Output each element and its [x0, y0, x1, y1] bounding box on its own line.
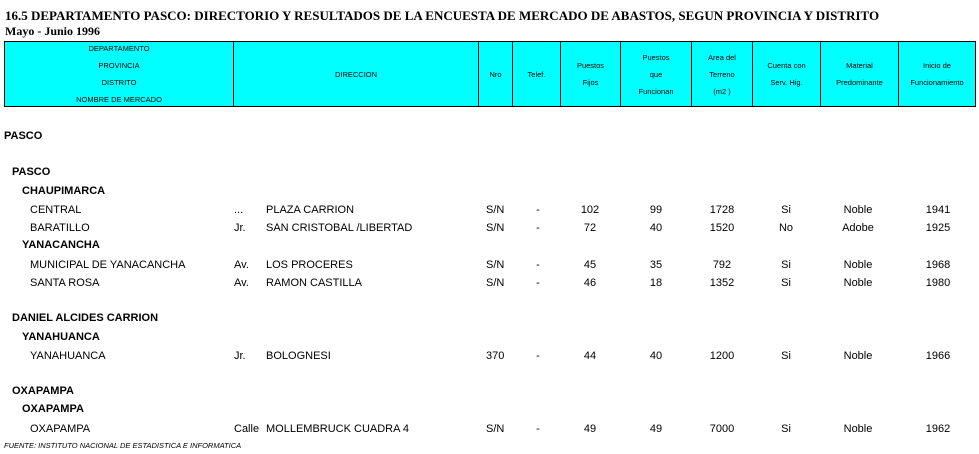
header-label: NOMBRE DE MERCADO [76, 95, 162, 104]
header-col-material [821, 42, 899, 106]
material: Noble [843, 204, 873, 216]
province-label: DANIEL ALCIDES CARRION [12, 312, 159, 324]
market-name: BARATILLO [30, 222, 90, 234]
province-label: PASCO [12, 166, 51, 178]
header-label: Terreno [709, 69, 735, 79]
header-label: DEPARTAMENTO [88, 44, 150, 53]
address-nro: 370 [486, 350, 505, 362]
market-name: CENTRAL [30, 204, 82, 216]
table-row [0, 422, 979, 436]
district-label: OXAPAMPA [22, 403, 84, 415]
market-name: YANAHUANCA [30, 350, 106, 362]
serv-hig: No [778, 222, 794, 234]
material: Noble [843, 350, 873, 362]
serv-hig: Si [781, 259, 791, 271]
area-terreno: 1200 [709, 350, 735, 362]
header-label: Fijos [582, 78, 599, 87]
inicio: 1966 [925, 350, 951, 362]
area-terreno: 7000 [709, 423, 735, 435]
telef: - [536, 259, 540, 271]
puestos-funcionan: 40 [649, 350, 663, 362]
market-name: OXAPAMPA [30, 423, 91, 435]
area-terreno: 1728 [709, 204, 735, 216]
market-name: SANTA ROSA [30, 277, 100, 289]
address-nro: S/N [486, 259, 505, 271]
puestos-fijos: 72 [583, 222, 597, 234]
puestos-fijos: 49 [583, 423, 597, 435]
address-via: Av. [234, 259, 249, 271]
area-terreno: 1520 [709, 222, 735, 234]
material: Noble [843, 423, 873, 435]
header-label: Puestos [576, 61, 605, 70]
address-street: MOLLEMBRUCK CUADRA 4 [266, 423, 410, 435]
district-label: YANAHUANCA [22, 331, 100, 343]
area-terreno: 792 [712, 259, 732, 271]
header-label: Funcionan [638, 86, 674, 96]
address-via: Jr. [234, 350, 246, 362]
table-subtitle: Mayo - Junio 1996 [5, 24, 101, 38]
header-label: DIRECCION [334, 69, 378, 79]
header-col-nro [479, 42, 513, 106]
inicio: 1941 [925, 204, 951, 216]
header-col-direccion [234, 42, 479, 106]
inicio: 1980 [925, 277, 951, 289]
header-col-area [692, 42, 753, 106]
header-label: DISTRITO [101, 78, 137, 87]
table-row [0, 203, 979, 217]
puestos-fijos: 45 [583, 259, 597, 271]
header-label: Cuenta con [767, 61, 806, 70]
address-street: LOS PROCERES [266, 259, 353, 271]
header-col-location [5, 42, 234, 106]
puestos-fijos: 44 [583, 350, 597, 362]
table-row [0, 276, 979, 290]
telef: - [536, 277, 540, 289]
telef: - [536, 204, 540, 216]
address-street: RAMON CASTILLA [266, 277, 362, 289]
source-note: FUENTE: INSTITUTO NACIONAL DE ESTADISTICA E INFORMATICA [4, 441, 242, 450]
telef: - [536, 350, 540, 362]
telef: - [536, 222, 540, 234]
header-label: PROVINCIA [98, 61, 140, 70]
header-col-puestos-fijos [561, 42, 621, 106]
address-nro: S/N [486, 204, 505, 216]
header-col-puestos-funcionan [621, 42, 692, 106]
address-nro: S/N [486, 222, 505, 234]
header-label: Area del [708, 52, 736, 62]
header-col-serv-hig [753, 42, 821, 106]
material: Adobe [842, 222, 874, 234]
header-label: Funcionamiento [910, 78, 964, 87]
province-label: OXAPAMPA [12, 385, 74, 397]
puestos-funcionan: 99 [649, 204, 663, 216]
inicio: 1962 [925, 423, 951, 435]
table-title: 16.5 DEPARTAMENTO PASCO: DIRECTORIO Y RESULTADOS DE LA ENCUESTA DE MERCADO DE ABASTOS, SEGUN PROVINCIA Y DISTRITO [5, 8, 880, 23]
inicio: 1968 [925, 259, 951, 271]
header-label: (m2 ) [713, 86, 731, 96]
header-col-inicio [899, 42, 975, 106]
header-label: Puestos [642, 52, 670, 62]
address-via: Av. [234, 277, 249, 289]
market-name: MUNICIPAL DE YANACANCHA [30, 259, 186, 271]
table-row [0, 221, 979, 235]
district-label: CHAUPIMARCA [22, 185, 106, 197]
table-row [0, 349, 979, 363]
address-nro: S/N [486, 423, 505, 435]
puestos-funcionan: 18 [649, 277, 663, 289]
address-via: Jr. [234, 222, 246, 234]
serv-hig: Si [781, 204, 791, 216]
district-label: YANACANCHA [22, 239, 100, 251]
header-label: Material [846, 61, 873, 70]
address-via: Calle [234, 423, 260, 435]
serv-hig: Si [781, 277, 791, 289]
address-street: PLAZA CARRION [266, 204, 355, 216]
header-label: Serv. Hig. [770, 78, 803, 87]
inicio: 1925 [925, 222, 951, 234]
puestos-funcionan: 40 [649, 222, 663, 234]
table-row [0, 258, 979, 272]
address-street: BOLOGNESI [266, 350, 331, 362]
puestos-fijos: 46 [583, 277, 597, 289]
table-header [4, 41, 976, 107]
header-label: Inicio de [923, 61, 951, 70]
serv-hig: Si [781, 423, 791, 435]
header-col-telef [513, 42, 561, 106]
header-label: que [649, 69, 663, 79]
header-label: Nro [489, 69, 502, 79]
header-label: Predominante [836, 78, 883, 87]
material: Noble [843, 259, 873, 271]
puestos-funcionan: 35 [649, 259, 663, 271]
serv-hig: Si [781, 350, 791, 362]
area-terreno: 1352 [709, 277, 735, 289]
address-via: ... [234, 204, 244, 216]
address-nro: S/N [486, 277, 505, 289]
address-street: SAN CRISTOBAL /LIBERTAD [266, 222, 413, 234]
material: Noble [843, 277, 873, 289]
department-label: PASCO [4, 130, 43, 142]
telef: - [536, 423, 540, 435]
header-label: Telef. [527, 69, 546, 79]
puestos-fijos: 102 [580, 204, 600, 216]
puestos-funcionan: 49 [649, 423, 663, 435]
